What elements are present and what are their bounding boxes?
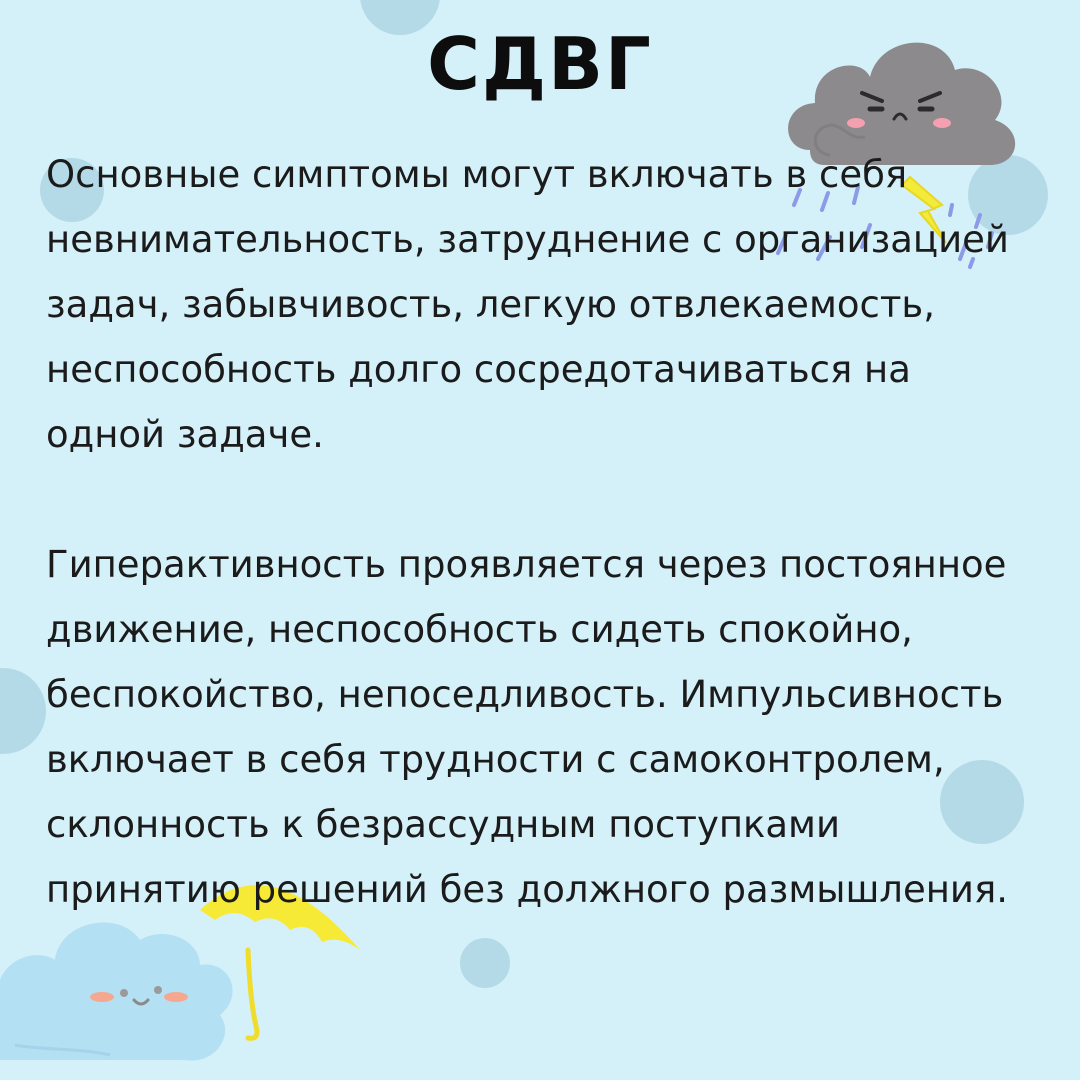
background-dot [460, 938, 510, 988]
background-dot [0, 668, 46, 754]
page-title: СДВГ [427, 22, 653, 106]
symptoms-paragraph: Основные симптомы могут включать в себя невнимательность, затруднение с организацией задач, забывчивость, легкую отвлекаемость, неспособность долго сосредотачиваться на одной задаче. [46, 153, 1009, 456]
hyperactivity-paragraph: Гиперактивность проявляется через постоянное движение, неспособность сидеть спокойно, беспокойство, непоседливость. Импульсивность включает в себя трудности с самоконтролем, склонность к безрассудным поступками принятию решений без должного размышления. [46, 543, 1008, 911]
